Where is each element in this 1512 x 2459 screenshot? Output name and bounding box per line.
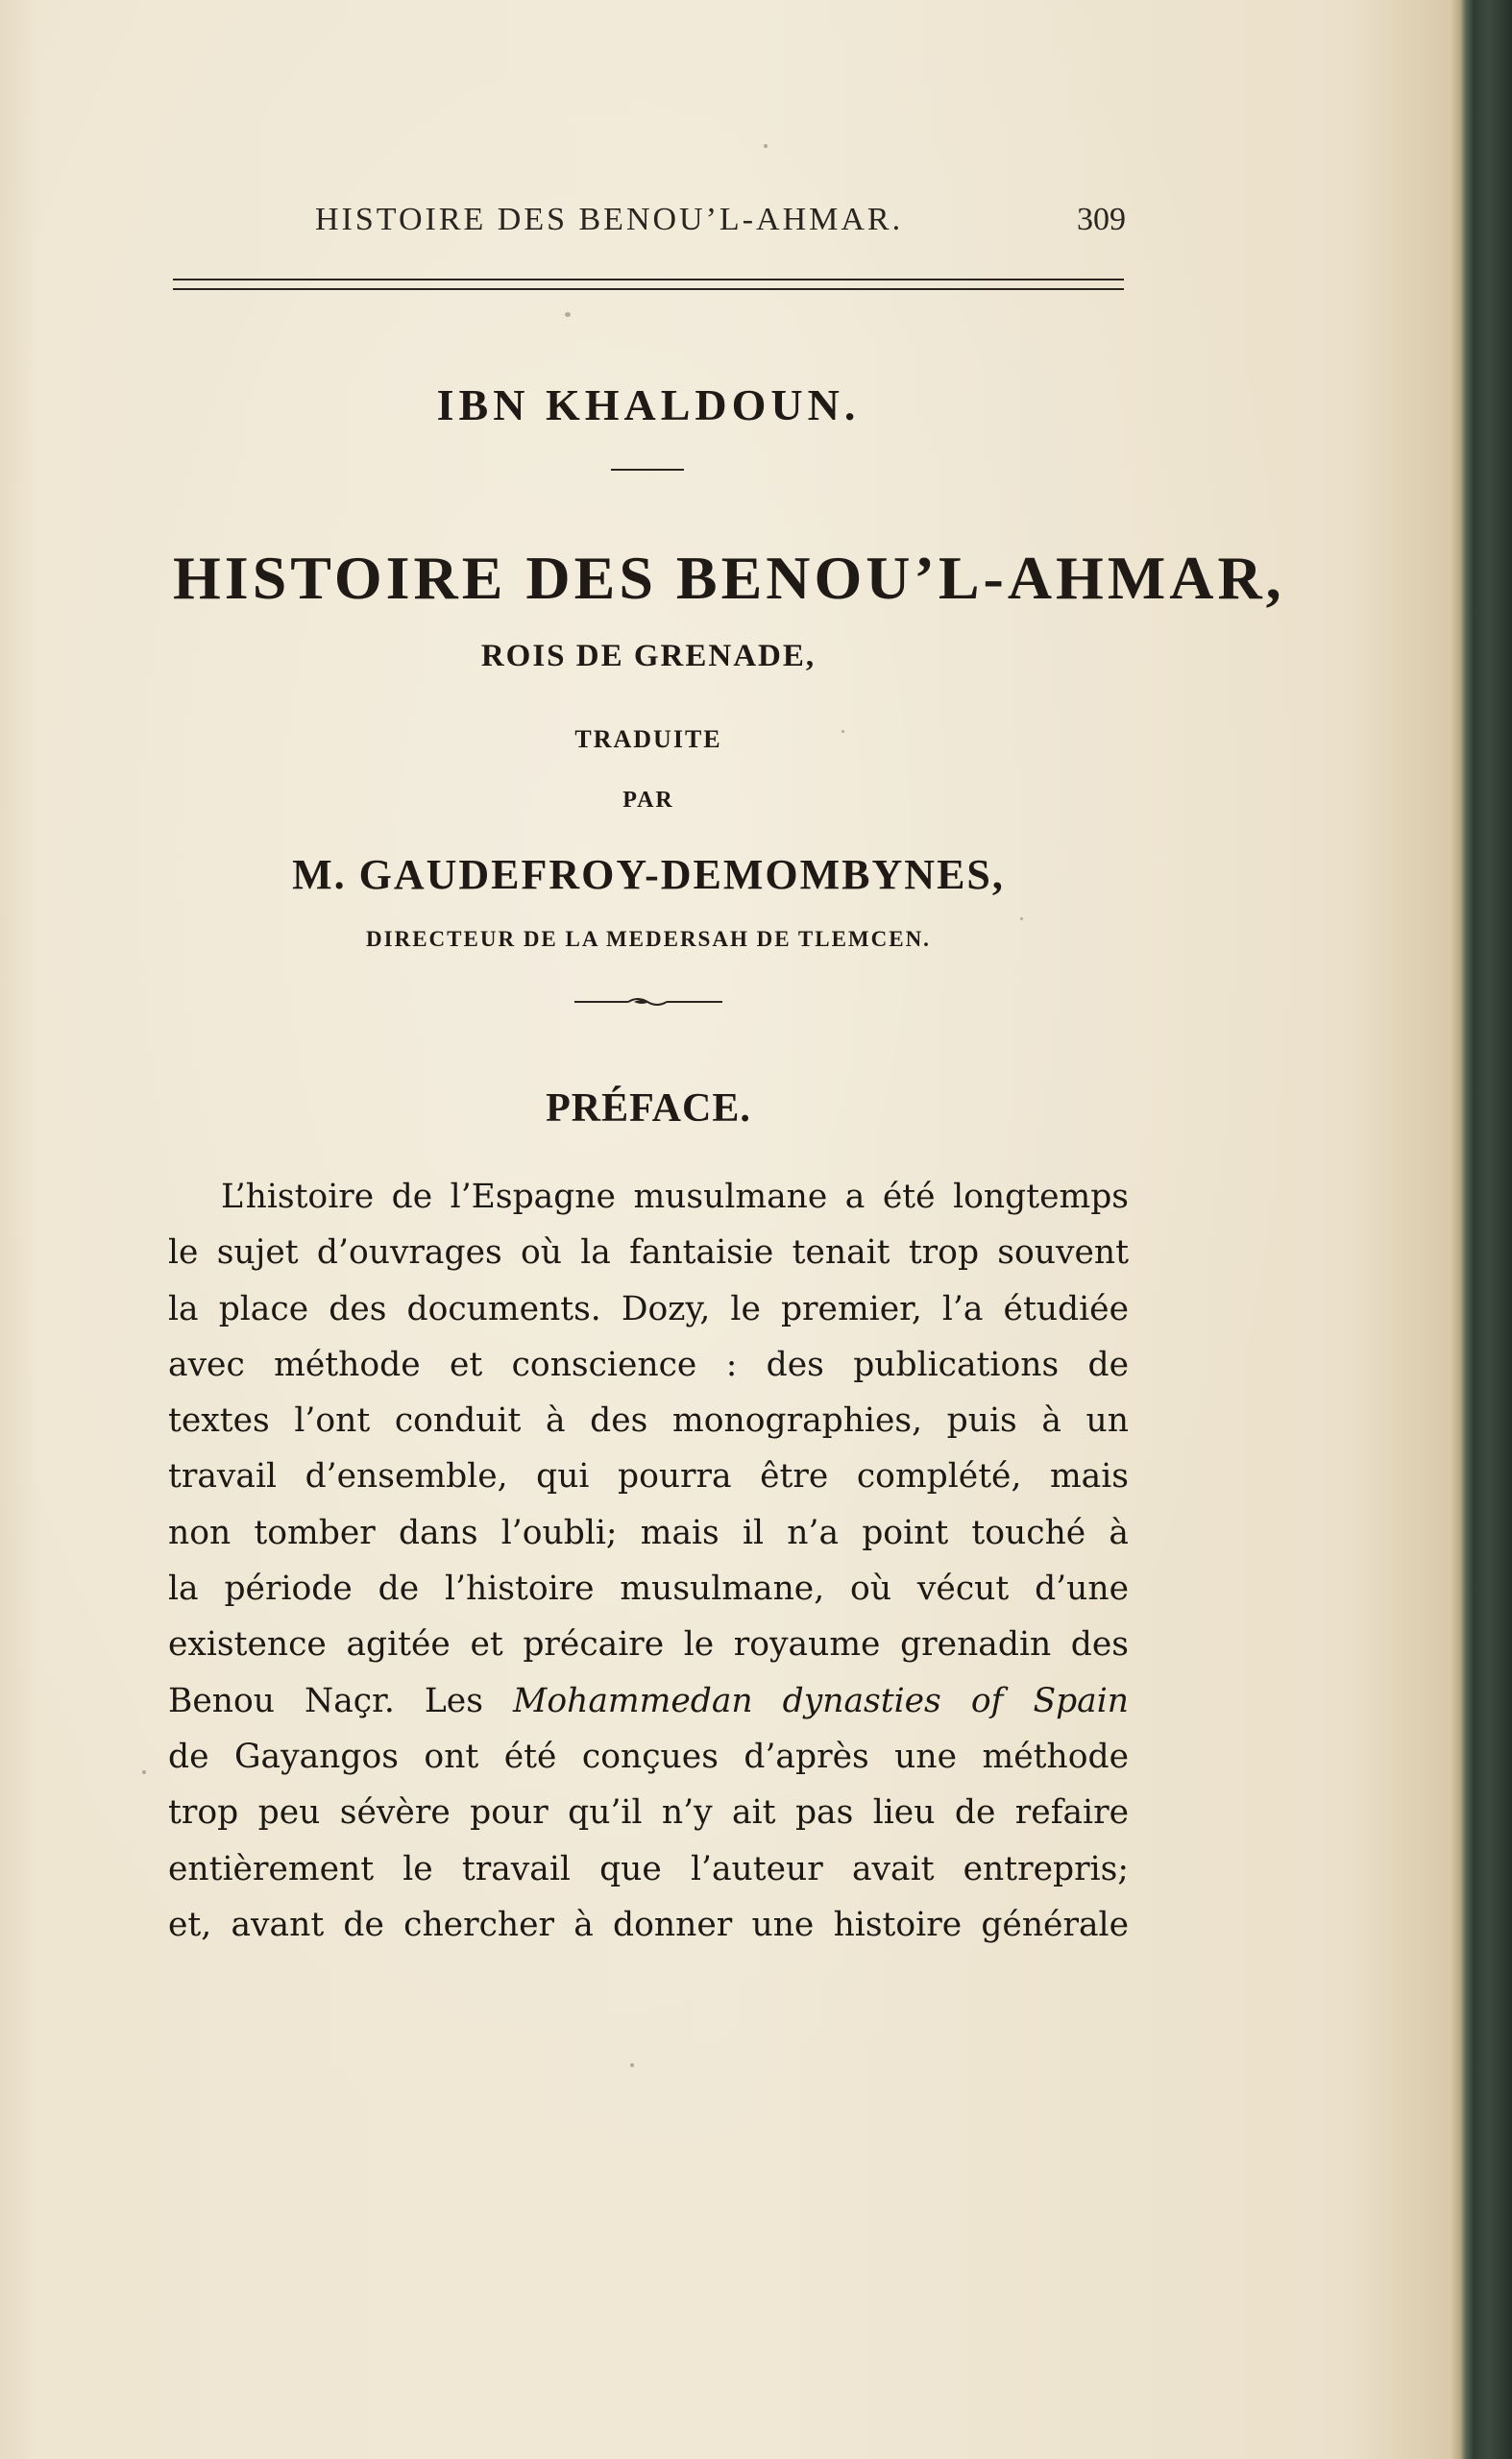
short-divider	[611, 469, 684, 471]
text-line: entièrement le travail que l’auteur avait entrepris;	[168, 1849, 1129, 1888]
text-line: de Gayangos ont été conçues d’après une méthode	[168, 1737, 1129, 1776]
text-segment: Benou Naçr. Les	[168, 1681, 513, 1720]
text-line: avec méthode et conscience : des publications de	[168, 1345, 1129, 1384]
text-line: le sujet d’ouvrages où la fantaisie tenait trop souvent	[168, 1233, 1129, 1273]
by-label: PAR	[622, 788, 674, 813]
text-line: la place des documents. Dozy, le premier, l’a étudiée	[168, 1289, 1129, 1328]
text-line: textes l’ont conduit à des monographies, puis à un	[168, 1401, 1129, 1441]
text-line: existence agitée et précaire le royaume grenadin des	[168, 1625, 1129, 1665]
paper-speck	[142, 1770, 146, 1774]
work-subtitle: ROIS DE GRENADE,	[480, 639, 817, 673]
paper-speck	[630, 2063, 634, 2067]
work-title: HISTOIRE DES BENOU’L-AHMAR,	[173, 544, 1285, 612]
text-line: L’histoire de l’Espagne musulmane a été longtemps	[221, 1178, 1129, 1216]
running-head-title: HISTOIRE DES BENOU’L-AHMAR.	[315, 202, 904, 237]
translator-affiliation: DIRECTEUR DE LA MEDERSAH DE TLEMCEN.	[366, 927, 931, 951]
text-line-with-italic	[168, 1673, 1129, 1729]
text-line: la période de l’histoire musulmane, où vécut d’une	[168, 1570, 1129, 1609]
author-heading: IBN KHALDOUN.	[436, 380, 861, 429]
translator-name: M. GAUDEFROY-DEMOMBYNES,	[292, 851, 1005, 898]
text-line: travail d’ensemble, qui pourra être complété, mais	[168, 1457, 1129, 1497]
running-head	[173, 202, 1134, 250]
paper-speck	[841, 730, 844, 733]
ornament-divider	[574, 995, 722, 1009]
preface-heading: PRÉFACE.	[546, 1086, 751, 1131]
page-number: 309	[1077, 202, 1126, 237]
preface-body	[168, 1169, 1129, 1953]
book-binding	[1460, 0, 1512, 2459]
text-line: et, avant de chercher à donner une histoire générale	[168, 1905, 1129, 1944]
text-line: trop peu sévère pour qu’il n’y ait pas lieu de refaire	[168, 1793, 1129, 1833]
text-line: non tomber dans l’oubli; mais il n’a point touché à	[168, 1513, 1129, 1552]
header-double-rule	[173, 279, 1124, 290]
paper-speck	[1020, 917, 1023, 920]
paper-speck	[764, 144, 768, 148]
paper-speck	[565, 312, 571, 317]
translated-label: TRADUITE	[574, 725, 722, 753]
italic-book-title: Mohammedan dynasties of Spain	[513, 1681, 1129, 1720]
